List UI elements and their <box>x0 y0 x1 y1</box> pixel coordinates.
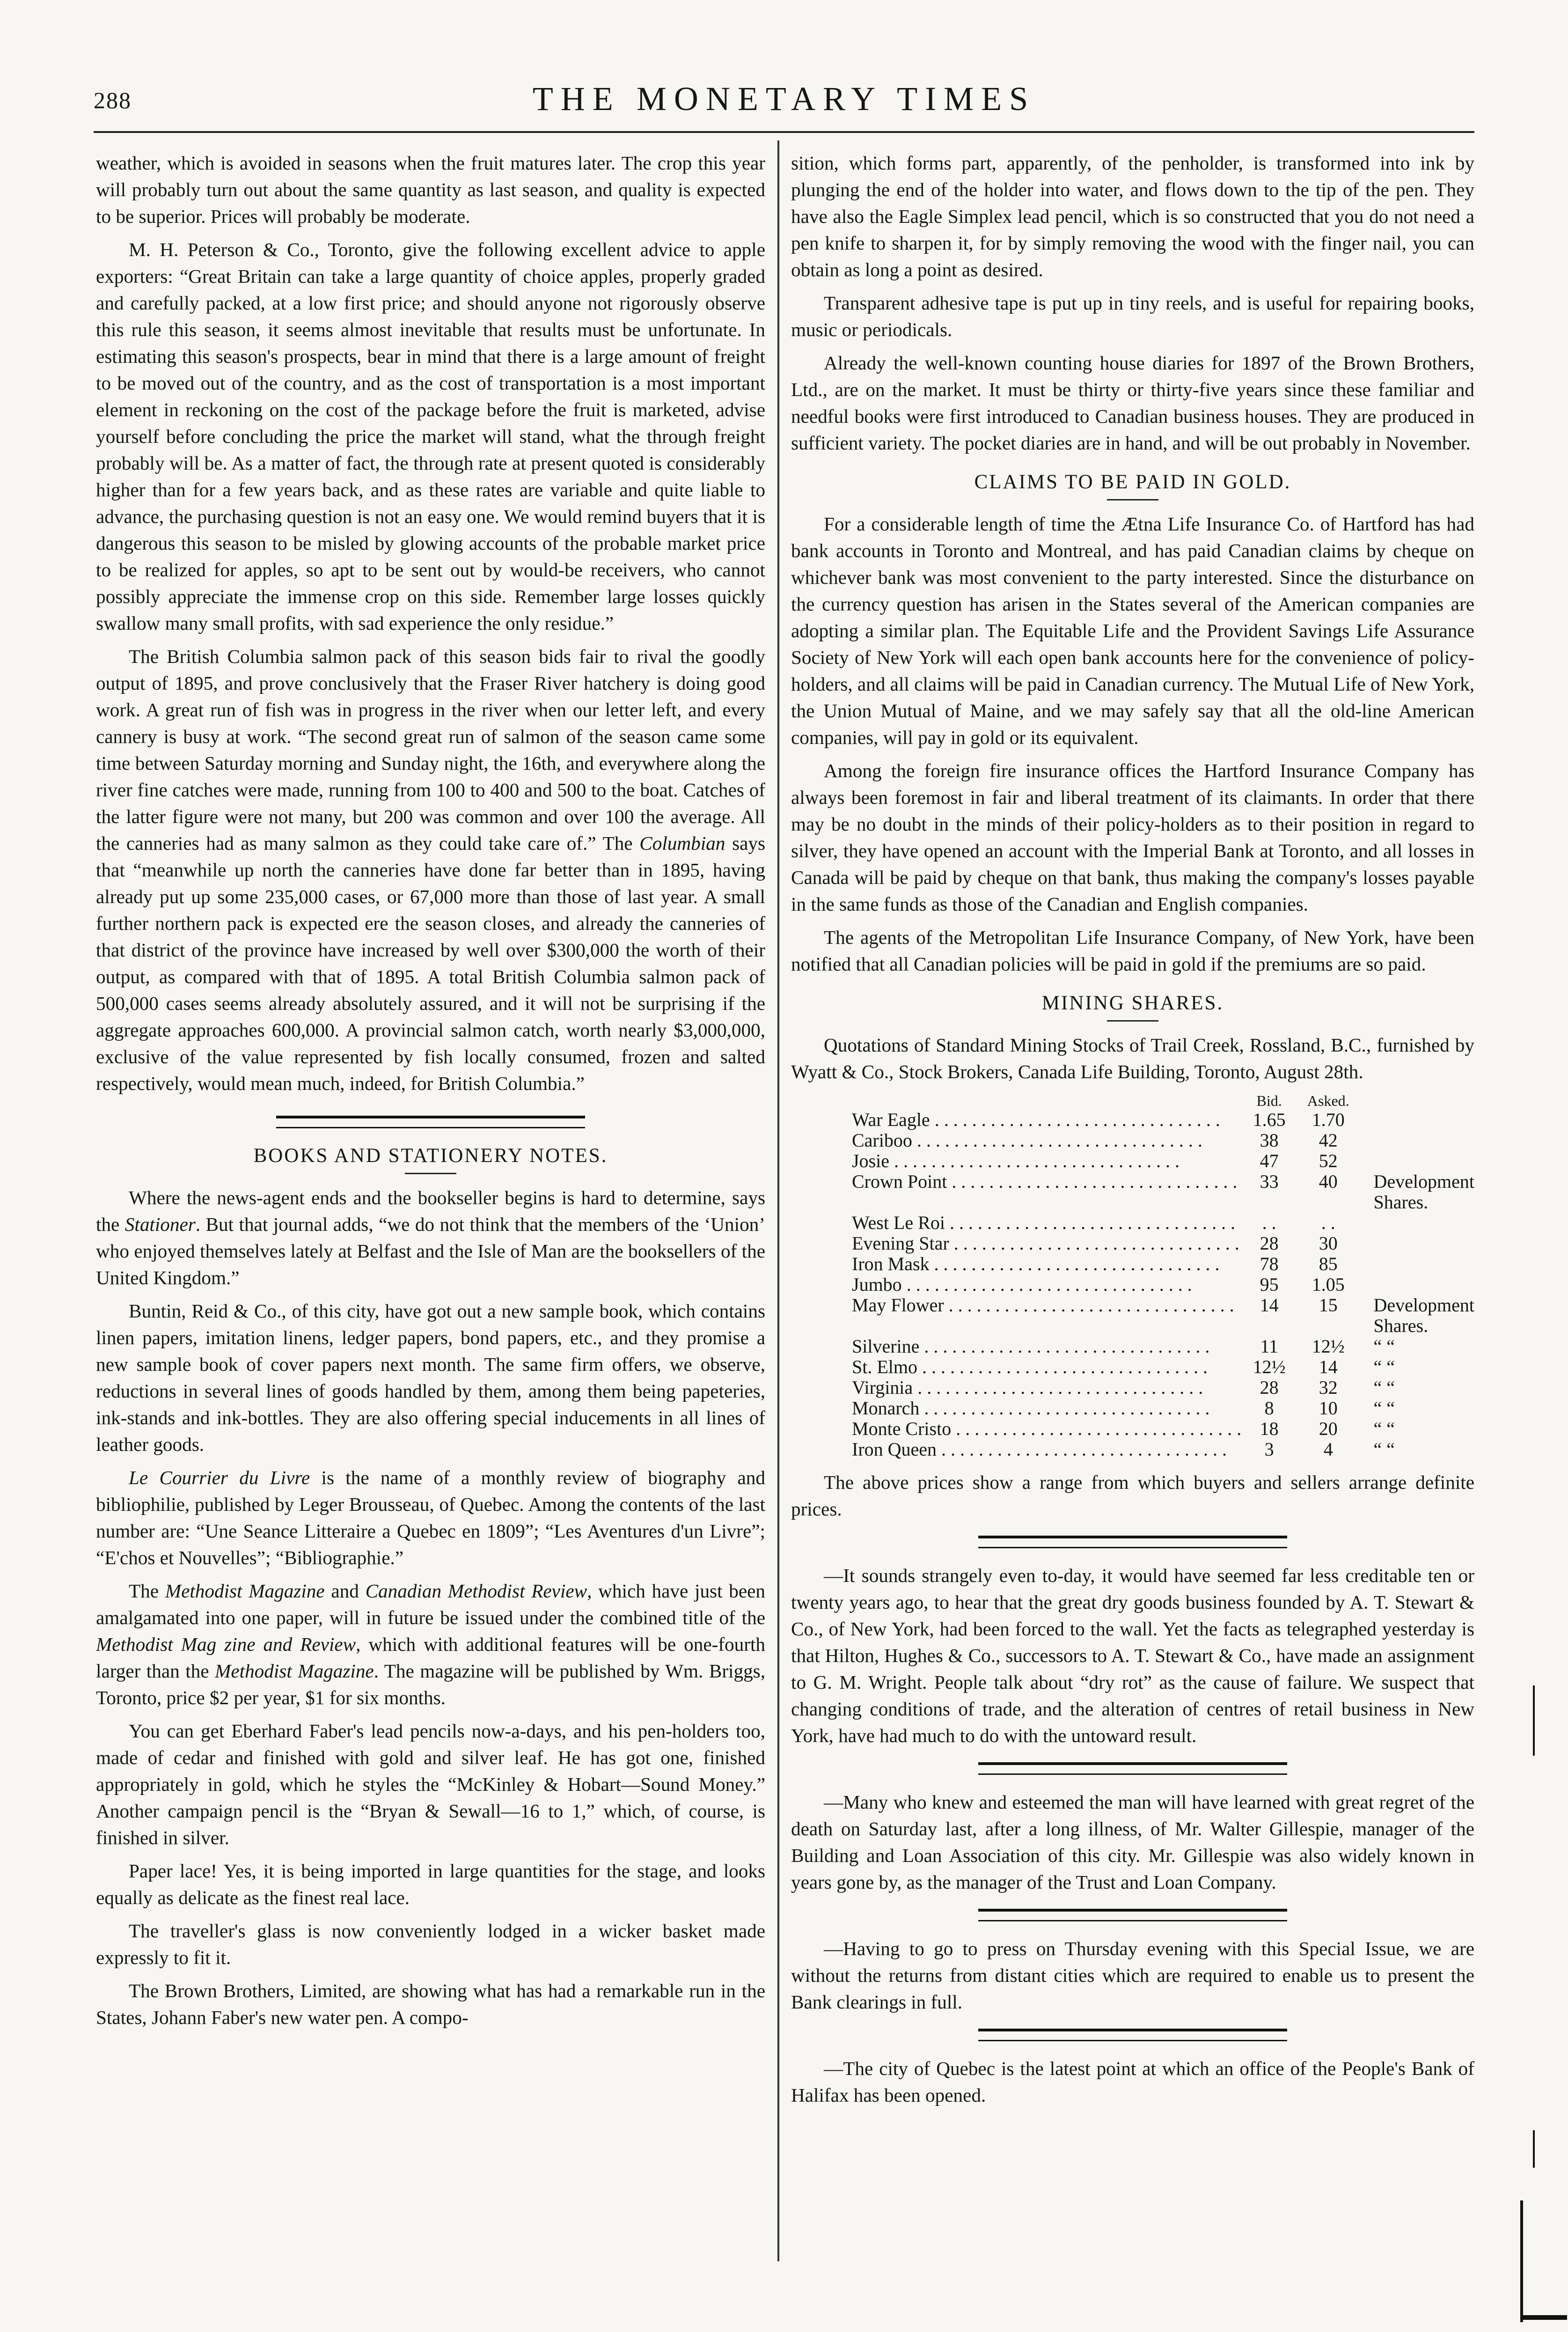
asked-price: 32 <box>1319 1377 1338 1398</box>
masthead <box>94 80 1474 133</box>
books-paragraph: The Methodist Magazine and Canadian Methodist Review, which have just been amalgamated into one paper, will in future be issued under the combined title of the Methodist Mag zine and Review, which with additional features will be one-fourth larger than the Methodist Magazine. The magazine will be published by Wm. Briggs, Toronto, price $2 per year, $1 for six months. <box>96 1580 765 1708</box>
asked-price: 1.05 <box>1312 1274 1345 1295</box>
page-number: 288 <box>94 87 132 113</box>
stock-name: War Eagle . . . <box>852 1110 1241 1130</box>
section-divider <box>978 1909 1287 1921</box>
stock-name-cell <box>852 1130 1241 1151</box>
books-paragraph: sition, which forms part, apparently, of the penholder, is transformed into ink by plunging the end of the holder into water, and flows down to the tip of the pen. They have also the Eagle Simplex lead pencil, which is so constructed that you do not need a pen knife to sharpen it, for by simply removing the wood with the finger nail, you can obtain as long a point as desired. <box>791 152 1474 280</box>
news-note: —Having to go to press on Thursday evening with this Special Issue, we are without the returns from distant cities which are required to enable us to present the Bank clearings in full. <box>791 1938 1474 2013</box>
stock-note: Development Shares. <box>1373 1171 1474 1213</box>
stock-note: “ “ <box>1373 1336 1395 1357</box>
asked-price: . . <box>1321 1212 1335 1233</box>
stock-name: Evening Star . . . <box>852 1233 1241 1254</box>
books-paragraph: Transparent adhesive tape is put up in tiny reels, and is useful for repairing books, music or periodicals. <box>791 292 1474 340</box>
table-row <box>852 1213 1474 1233</box>
table-row <box>852 1171 1474 1213</box>
news-note: —It sounds strangely even to-day, it would have seemed far less creditable ten or twenty years ago, to hear that the great dry goods business founded by A. T. Stewart & Co., of New York, had been forced to the wall. Yet the facts as telegraphed yesterday is that Hilton, Hughes & Co., successors to A. T. Stewart & Co., have made an assignment to G. M. Wright. People talk about “dry rot” as the cause of failure. We suspect that changing conditions of trade, and the alteration of centres of retail business in New York, have had much to do with the untoward result. <box>791 1565 1474 1746</box>
news-note: —The city of Quebec is the latest point at which an office of the People's Bank of Halifax has been opened. <box>791 2058 1474 2106</box>
stock-name: St. Elmo . . . <box>852 1357 1241 1377</box>
bid-price: 38 <box>1260 1130 1279 1151</box>
bid-price: 11 <box>1260 1336 1278 1357</box>
stock-name-cell <box>852 1295 1241 1336</box>
stock-name: Crown Point . . . <box>852 1171 1241 1192</box>
books-paragraph: Le Courrier du Livre is the name of a monthly review of biography and bibliophilie, published by Leger Brousseau, of Quebec. Among the contents of the last number are: “Une Seance Litteraire a Quebec en 1809”; “Les Aventures d'un Livre”; “E'chos et Nouvelles”; “Bibliographie.” <box>96 1467 765 1568</box>
stock-name: May Flower . . . <box>852 1295 1241 1316</box>
bid-price: 14 <box>1260 1295 1279 1316</box>
section-divider <box>978 1536 1287 1548</box>
bid-price: 18 <box>1260 1418 1279 1439</box>
table-row <box>852 1377 1474 1398</box>
news-note: —Many who knew and esteemed the man will have learned with great regret of the death on Saturday last, after a long illness, of Mr. Walter Gillespie, manager of the Building and Loan Association of this city. Mr. Gillespie was also widely known in years gone by, as the manager of the Trust and Loan Company. <box>791 1791 1474 1893</box>
bid-price: 28 <box>1260 1233 1279 1254</box>
section-heading-books: BOOKS AND STATIONERY NOTES. <box>253 1145 608 1167</box>
mining-shares-table <box>852 1092 1474 1460</box>
gold-paragraph: The agents of the Metropolitan Life Insurance Company, of New York, have been notified that all Canadian policies will be paid in gold if the premiums are so paid. <box>791 927 1474 975</box>
stock-name: Jumbo . . . <box>852 1274 1241 1295</box>
stock-note: “ “ <box>1373 1398 1395 1419</box>
table-row <box>852 1254 1474 1274</box>
books-paragraph: The traveller's glass is now conveniently lodged in a wicker basket made expressly to fit it. <box>96 1920 765 1968</box>
stock-name-cell <box>852 1336 1241 1357</box>
gold-paragraph: Among the foreign fire insurance offices the Hartford Insurance Company has always been foremost in fair and liberal treatment of its claimants. In order that there may be no doubt in the minds of their policy-holders as to their position in regard to silver, they have opened an account with the Imperial Bank at Toronto, and all losses in Canada will be paid by cheque on that bank, thus making the company's losses payable in the same funds as those of the Canadian and English companies. <box>791 760 1474 915</box>
article-paragraph: The British Columbia salmon pack of this season bids fair to rival the goodly output of 1895, and prove conclusively that the Fraser River hatchery is doing good work. A great run of fish was in progress in the river when our letter left, and every cannery is busy at work. “The second great run of salmon of the season came some time between Saturday morning and Sunday night, the 16th, and everywhere along the river fine catches were made, running from 100 to 400 and 500 to the boat. Catches of the latter figure were not many, but 200 was common and over 100 the average. All the canneries had as many salmon as they could take care of.” The Columbian says that “meanwhile up north the canneries have done far better than in 1895, having already put up some 235,000 cases, or 67,000 more than those of last year. A small further northern pack is expected ere the season closes, and already the canneries of that district of the province have increased by well over $300,000 the worth of their output, as compared with that of 1895. A total British Columbia salmon pack of 500,000 cases seems already absolutely assured, and it will not be surprising if the aggregate approaches 600,000. A provincial salmon catch, worth nearly $3,000,000, exclusive of the value represented by fish locally consumed, frozen and salted respectively, would mean much, indeed, for British Columbia.” <box>96 646 765 1094</box>
books-paragraph: Where the news-agent ends and the bookseller begins is hard to determine, says the Stationer. But that journal adds, “we do not think that the members of the ‘Union’ who enjoyed themselves lately at Belfast and the Isle of Man are the booksellers of the United Kingdom.” <box>96 1187 765 1288</box>
stock-name-cell <box>852 1213 1241 1233</box>
stock-name-cell <box>852 1357 1241 1377</box>
stock-note: Development Shares. <box>1373 1295 1474 1336</box>
stock-name: Cariboo . . . <box>852 1130 1241 1151</box>
books-paragraph: The Brown Brothers, Limited, are showing what has had a remarkable run in the States, Johann Faber's new water pen. A compo- <box>96 1980 765 2028</box>
left-column <box>96 150 765 2285</box>
stock-name: Josie . . . <box>852 1151 1241 1171</box>
heading-rule <box>1107 499 1158 500</box>
scan-edge-mark <box>1520 2315 1567 2320</box>
scan-edge-mark <box>1520 2200 1523 2322</box>
table-row <box>852 1110 1474 1130</box>
bid-price: 95 <box>1260 1274 1279 1295</box>
section-divider <box>978 1762 1287 1775</box>
heading-rule <box>1107 1020 1158 1022</box>
stock-note <box>1360 1213 1475 1233</box>
asked-price: 14 <box>1319 1356 1338 1377</box>
stock-name: Monarch . . . <box>852 1398 1241 1419</box>
asked-price: 12½ <box>1312 1336 1345 1357</box>
books-paragraph: Already the well-known counting house diaries for 1897 of the Brown Brothers, Ltd., are on the market. It must be thirty or thirty-five years since these familiar and needful books were first introduced to Canadian business houses. They are produced in sufficient variety. The pocket diaries are in hand, and will be out probably in November. <box>791 352 1474 454</box>
bid-price: 1.65 <box>1253 1109 1286 1130</box>
column-header-asked: Asked. <box>1307 1092 1349 1109</box>
stock-name: Monte Cristo . . . <box>852 1419 1241 1439</box>
stock-note: “ “ <box>1373 1356 1395 1377</box>
table-row <box>852 1419 1474 1439</box>
article-paragraph: weather, which is avoided in seasons when the fruit matures later. The crop this year will probably turn out about the same quantity as last season, and quality is expected to be superior. Prices will probably be moderate. <box>96 152 765 227</box>
mining-intro: Quotations of Standard Mining Stocks of Trail Creek, Rossland, B.C., furnished by Wyatt & Co., Stock Brokers, Canada Life Building, Toronto, August 28th. <box>791 1034 1474 1082</box>
heading-rule <box>405 1173 456 1174</box>
bid-price: 8 <box>1264 1398 1274 1419</box>
bid-price: 28 <box>1260 1377 1279 1398</box>
stock-name-cell <box>852 1254 1241 1274</box>
stock-name: Silverine . . . <box>852 1336 1241 1357</box>
stock-name: Iron Queen . . . <box>852 1439 1241 1460</box>
stock-name: Virginia . . . <box>852 1377 1241 1398</box>
asked-price: 30 <box>1319 1233 1338 1254</box>
bid-price: 3 <box>1264 1439 1274 1460</box>
table-row <box>852 1274 1474 1295</box>
bid-price: 47 <box>1260 1150 1279 1171</box>
bid-price: 33 <box>1260 1171 1279 1192</box>
stock-name-cell <box>852 1151 1241 1171</box>
stock-name-cell <box>852 1377 1241 1398</box>
scan-edge-mark <box>1533 2130 1535 2168</box>
table-row <box>852 1295 1474 1336</box>
stock-note: “ “ <box>1373 1418 1395 1439</box>
stock-name-cell <box>852 1110 1241 1130</box>
asked-price: 10 <box>1319 1398 1338 1419</box>
bid-price: 12½ <box>1253 1356 1286 1377</box>
asked-price: 1.70 <box>1312 1109 1345 1130</box>
stock-name-cell <box>852 1233 1241 1254</box>
stock-name-cell <box>852 1398 1241 1419</box>
stock-note: “ “ <box>1373 1439 1395 1460</box>
stock-name-cell <box>852 1171 1241 1213</box>
stock-name-cell <box>852 1439 1241 1460</box>
asked-price: 42 <box>1319 1130 1338 1151</box>
stock-note: “ “ <box>1373 1377 1395 1398</box>
stock-name-cell <box>852 1274 1241 1295</box>
article-paragraph: M. H. Peterson & Co., Toronto, give the following excellent advice to apple exporters: “Great Britain can take a large quantity of choice apples, properly graded and carefully packed, at a low first price; and should anyone not rigorously observe this rule this season, it seems almost inevitable that results must be unfortunate. In estimating this season's prospects, bear in mind that there is a large amount of freight to be moved out of the country, and as the cost of transportation is a most important element in reckoning on the cost of the package before the fruit is marketed, advise yourself before concluding the price the market will stand, what the through freight probably will be. As a matter of fact, the through rate at present quoted is considerably higher than for a few years back, and as these rates are variable and quite liable to advance, the purchasing question is not an easy one. We would remind buyers that it is dangerous this season to be misled by glowing accounts of the probable market price to be realized for apples, so apt to be sent out by would-be receivers, who cannot possibly appreciate the immense crop on this side. Remember large losses quickly swallow many small profits, with sad experience the only residue.” <box>96 239 765 634</box>
stock-note <box>1360 1110 1475 1130</box>
stock-name-cell <box>852 1419 1241 1439</box>
gold-paragraph: For a considerable length of time the Ætna Life Insurance Co. of Hartford has had bank accounts in Toronto and Montreal, and has paid Canadian claims by cheque on whichever bank was most convenient to the party interested. Since the disturbance on the currency question has arisen in the States several of the American companies are adopting a similar plan. The Equitable Life and the Provident Savings Life Assurance Society of New York will each open bank accounts here for the convenience of policy-holders, and all claims will be paid in Canadian currency. The Mutual Life of New York, the Union Mutual of Maine, and we may safely say that all the old-line American companies, will pay in gold or its equivalent. <box>791 513 1474 748</box>
section-divider <box>276 1116 585 1128</box>
table-header-row <box>852 1092 1474 1110</box>
table-row <box>852 1398 1474 1419</box>
table-row <box>852 1439 1474 1460</box>
table-row <box>852 1233 1474 1254</box>
stock-note <box>1360 1130 1475 1151</box>
asked-price: 52 <box>1319 1150 1338 1171</box>
table-row <box>852 1336 1474 1357</box>
stock-note <box>1360 1274 1475 1295</box>
column-divider <box>777 140 779 2261</box>
asked-price: 40 <box>1319 1171 1338 1192</box>
books-paragraph: Paper lace! Yes, it is being imported in large quantities for the stage, and looks equally as delicate as the finest real lace. <box>96 1860 765 1908</box>
column-header-bid: Bid. <box>1256 1092 1282 1109</box>
asked-price: 20 <box>1319 1418 1338 1439</box>
asked-price: 4 <box>1323 1439 1333 1460</box>
stock-note <box>1360 1233 1475 1254</box>
bid-price: . . <box>1262 1212 1276 1233</box>
books-paragraph: You can get Eberhard Faber's lead pencils now-a-days, and his pen-holders too, made of cedar and finished with gold and silver leaf. He has got one, finished appropriately in gold, which he styles the “McKinley & Hobart—Sound Money.” Another campaign pencil is the “Bryan & Sewall—16 to 1,” which, of course, is finished in silver. <box>96 1720 765 1848</box>
books-paragraph: Buntin, Reid & Co., of this city, have got out a new sample book, which contains linen papers, imitation linens, ledger papers, bond papers, etc., and they promise a new sample book of cover papers next month. The same firm offers, we observe, reductions in several lines of goods handled by them, among them being papeteries, ink-stands and ink-bottles. They are also offering special inducements in all lines of leather goods. <box>96 1300 765 1455</box>
table-row <box>852 1151 1474 1171</box>
journal-title: THE MONETARY TIMES <box>532 80 1036 118</box>
stock-name: West Le Roi . . . <box>852 1213 1241 1233</box>
section-divider <box>978 2029 1287 2041</box>
section-heading-gold: CLAIMS TO BE PAID IN GOLD. <box>974 471 1291 493</box>
stock-note <box>1360 1151 1475 1171</box>
asked-price: 15 <box>1319 1295 1338 1316</box>
table-row <box>852 1130 1474 1151</box>
stock-name: Iron Mask . . . <box>852 1254 1241 1274</box>
asked-price: 85 <box>1319 1253 1338 1274</box>
scan-edge-mark <box>1533 1685 1535 1756</box>
section-heading-mining: MINING SHARES. <box>1041 992 1224 1014</box>
right-column <box>791 150 1474 2285</box>
stock-note <box>1360 1254 1475 1274</box>
mining-footer: The above prices show a range from which buyers and sellers arrange definite prices. <box>791 1471 1474 1520</box>
bid-price: 78 <box>1260 1253 1279 1274</box>
table-row <box>852 1357 1474 1377</box>
